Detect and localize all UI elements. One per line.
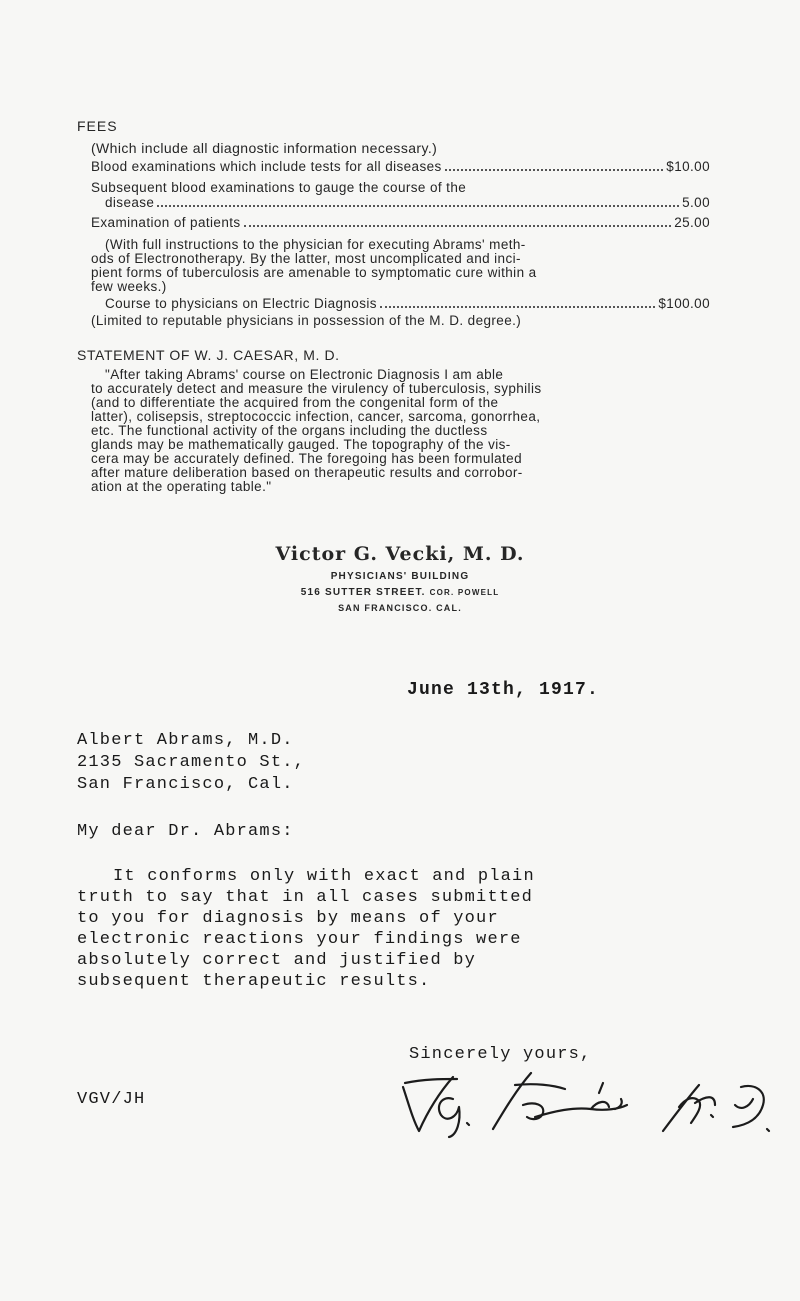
- closing: Sincerely yours,: [409, 1045, 592, 1064]
- typist-initials: VGV/JH: [77, 1090, 146, 1109]
- dot-leader: [244, 225, 672, 227]
- body-line: It conforms only with exact and plain: [113, 867, 535, 886]
- salutation: My dear Dr. Abrams:: [77, 822, 294, 841]
- fees-note: (Which include all diagnostic information necessary.): [91, 140, 438, 156]
- fee-row-subsequent: [105, 195, 710, 210]
- statement-line: after mature deliberation based on therapeutic results and corrobor-: [91, 465, 523, 480]
- dot-leader: [445, 169, 664, 171]
- handwritten-signature: [395, 1065, 775, 1145]
- note-line: ods of Electronotherapy. By the latter, most uncomplicated and inci-: [91, 251, 521, 266]
- dot-leader: [157, 205, 679, 207]
- course-label: Course to physicians on Electric Diagnosis: [105, 296, 377, 311]
- body-line: truth to say that in all cases submitted: [77, 888, 534, 907]
- fee-label-line1: Subsequent blood examinations to gauge the course of the: [91, 180, 467, 195]
- note-line: pient forms of tuberculosis are amenable to symptomatic cure within a: [91, 265, 537, 280]
- body-line: electronic reactions your findings were: [77, 930, 522, 949]
- statement-line: "After taking Abrams' course on Electronic Diagnosis I am able: [105, 367, 504, 382]
- instructions-note: [91, 238, 711, 294]
- statement-line: glands may be mathematically gauged. The topography of the vis-: [91, 437, 511, 452]
- letterhead-street-block: [0, 587, 800, 598]
- letterhead-corner: COR. POWELL: [429, 588, 500, 597]
- statement-line: to accurately detect and measure the virulency of tuberculosis, syphilis: [91, 381, 542, 396]
- fees-heading: FEES: [77, 118, 118, 134]
- body-line: absolutely correct and justified by: [77, 951, 477, 970]
- fee-row-examination: [91, 215, 710, 230]
- dot-leader: [380, 306, 655, 308]
- letterhead-building: PHYSICIANS' BUILDING: [330, 571, 470, 582]
- fee-label: Blood examinations which include tests for all diseases: [91, 159, 442, 174]
- fee-label: Examination of patients: [91, 215, 241, 230]
- fee-amount: $10.00: [666, 159, 710, 174]
- address-line: 2135 Sacramento St.,: [77, 753, 306, 772]
- note-line: few weeks.): [91, 279, 167, 294]
- letterhead-name: Victor G. Vecki, M. D.: [275, 543, 525, 565]
- course-amount: $100.00: [658, 296, 710, 311]
- letter-date: June 13th, 1917.: [407, 680, 600, 700]
- address-line: San Francisco, Cal.: [77, 775, 294, 794]
- fee-amount: 5.00: [682, 195, 710, 210]
- body-line: to you for diagnosis by means of your: [77, 909, 499, 928]
- address-line: Albert Abrams, M.D.: [77, 731, 294, 750]
- statement-heading: STATEMENT OF W. J. CAESAR, M. D.: [77, 347, 340, 363]
- statement-body: [91, 368, 711, 494]
- fee-amount: 25.00: [674, 215, 710, 230]
- letterhead-street: 516 SUTTER STREET.: [300, 587, 426, 598]
- fee-label: disease: [105, 195, 155, 210]
- note-line: (With full instructions to the physician for executing Abrams' meth-: [105, 237, 526, 252]
- statement-line: etc. The functional activity of the organs including the ductless: [91, 423, 488, 438]
- fee-row-blood: [91, 159, 710, 174]
- letterhead-city: SAN FRANCISCO. CAL.: [338, 603, 462, 613]
- body-line: subsequent therapeutic results.: [77, 972, 431, 991]
- recipient-address: [77, 730, 305, 796]
- course-note: (Limited to reputable physicians in possession of the M. D. degree.): [91, 313, 522, 328]
- statement-line: cera may be accurately defined. The foregoing has been formulated: [91, 451, 522, 466]
- statement-line: ation at the operating table.": [91, 479, 272, 494]
- statement-line: (and to differentiate the acquired from the congenital form of the: [91, 395, 499, 410]
- statement-line: latter), colisepsis, streptococcic infection, cancer, sarcoma, gonorrhea,: [91, 409, 541, 424]
- course-row: [91, 296, 710, 311]
- letter-body: [77, 866, 535, 992]
